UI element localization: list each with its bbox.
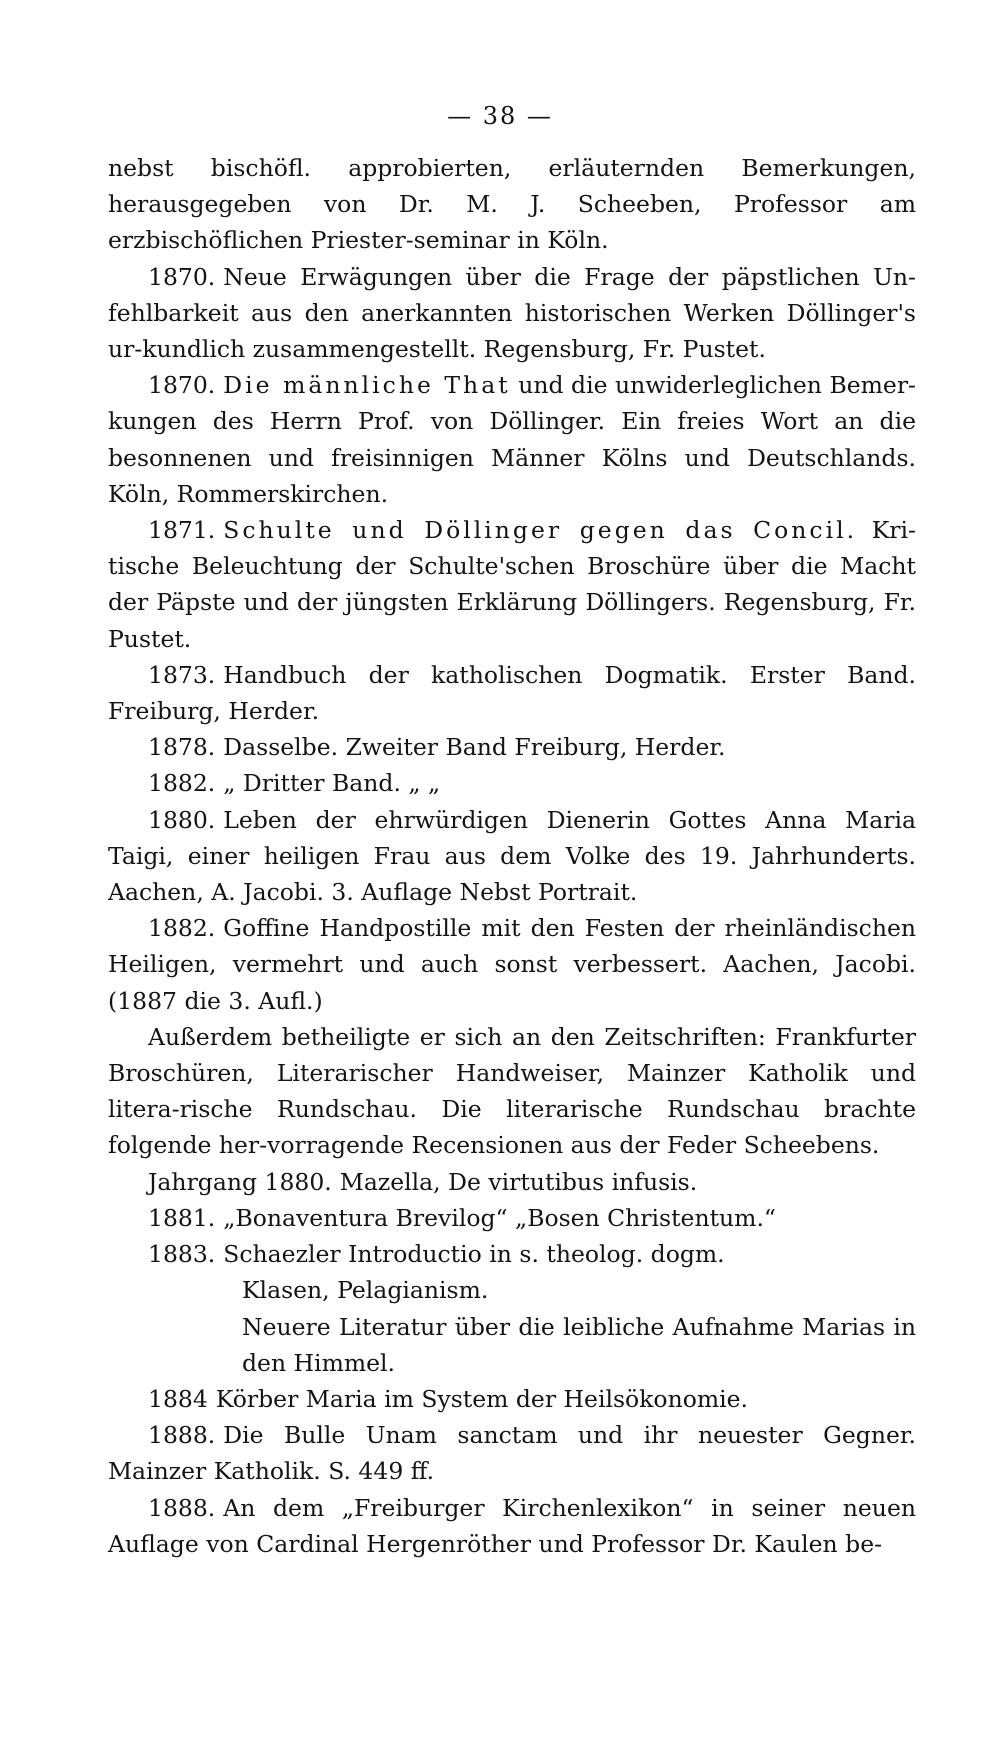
entry-year: 1888. [148, 1493, 216, 1522]
bibliography-entry [108, 729, 916, 765]
entry-year: 1882. [148, 769, 216, 798]
entry-year: Jahrgang 1880. [148, 1167, 332, 1196]
bibliography-entry [108, 802, 916, 911]
paragraph-journals [108, 1019, 916, 1164]
entry-spaced-title: Die männliche That [223, 371, 511, 400]
paragraph-continuation [108, 150, 916, 259]
entry-year: 1883. [148, 1240, 216, 1269]
entry-text: Dasselbe. Zweiter Band Freiburg, Herder. [223, 733, 726, 762]
entry-text: An dem „Freiburger Kirchenlexikon“ in seiner neuen Auflage von Cardinal Hergenröther und Professor Dr. Kaulen be- [108, 1493, 916, 1558]
entry-text: Außerdem betheiligte er sich an den Zeitschriften: Frankfurter Broschüren, Literarischer Handweiser, Mainzer Katholik und litera-rische Rundschau. Die literarische Rundschau brachte folgende her-vorragende Recensionen aus der Feder Scheebens. [108, 1022, 916, 1160]
entry-text: Leben der ehrwürdigen Dienerin Gottes Anna Maria Taigi, einer heiligen Frau aus dem Volke des 19. Jahrhunderts. Aachen, A. Jacobi. 3. Auflage Nebst Portrait. [108, 805, 916, 907]
entry-year: 1870. [148, 371, 216, 400]
entry-text: Klasen, Pelagianism. [242, 1276, 489, 1305]
review-entry [108, 1490, 916, 1562]
page-text [108, 150, 916, 1562]
entry-text: Neuere Literatur über die leibliche Aufnahme Marias in den Himmel. [242, 1312, 916, 1377]
bibliography-entry [108, 765, 916, 801]
entry-text: Körber Maria im System der Heilsökonomie. [215, 1384, 749, 1413]
paragraph-text: nebst bischöfl. approbierten, erläuternden Bemerkungen, herausgegeben von Dr. M. J. Scheeben, Professor am erzbischöflichen Priester-seminar in Köln. [108, 154, 916, 255]
review-entry [108, 1236, 916, 1272]
review-entry [108, 1164, 916, 1200]
review-entry [108, 1381, 916, 1417]
entry-text: „Bonaventura Brevilog“ „Bosen Christentum.“ [223, 1203, 776, 1232]
entry-year: 1878. [148, 733, 216, 762]
entry-text: Schaezler Introductio in s. theolog. dogm. [223, 1240, 725, 1269]
entry-year: 1888. [148, 1421, 216, 1450]
bibliography-entry [108, 512, 916, 657]
review-subentry [108, 1309, 916, 1381]
entry-text: und die unwiderleglichen Bemer-kungen des Herrn Prof. von Döllinger. Ein freies Wort an die besonnenen und freisinnigen Männer Kölns und Deutschlands. Köln, Rommerskirchen. [108, 371, 916, 508]
bibliography-entry [108, 367, 916, 512]
bibliography-entry [108, 910, 916, 1019]
entry-text: Die Bulle Unam sanctam und ihr neuester Gegner. Mainzer Katholik. S. 449 ff. [108, 1421, 916, 1486]
entry-year: 1882. [148, 914, 216, 943]
review-subentry [108, 1272, 916, 1308]
review-entry [108, 1417, 916, 1489]
entry-text: „ Dritter Band. „ „ [223, 769, 441, 798]
entry-year: 1881. [148, 1203, 216, 1232]
entry-year: 1873. [148, 660, 216, 689]
entry-year: 1871. [148, 516, 216, 545]
bibliography-entry [108, 657, 916, 729]
entry-year: 1880. [148, 805, 216, 834]
entry-spaced-title: Schulte und Döllinger gegen das Concil. [223, 516, 858, 545]
entry-text: Goffine Handpostille mit den Festen der rheinländischen Heiligen, vermehrt und auch sonst verbessert. Aachen, Jacobi. (1887 die 3. Aufl.) [108, 914, 916, 1015]
entry-text: Neue Erwägungen über die Frage der päpstlichen Un-fehlbarkeit aus den anerkannten historischen Werken Döllinger's ur-kundlich zusammengestellt. Regensburg, Fr. Pustet. [108, 262, 916, 364]
entry-year: 1870. [148, 262, 216, 291]
entry-text: Kri-tische Beleuchtung der Schulte'schen Broschüre über die Macht der Päpste und der jüngsten Erklärung Döllingers. Regensburg, Fr. Pustet. [108, 516, 916, 653]
entry-year: 1884 [148, 1384, 208, 1413]
entry-text: Handbuch der katholischen Dogmatik. Erster Band. Freiburg, Herder. [108, 660, 916, 726]
review-entry [108, 1200, 916, 1236]
bibliography-entry [108, 259, 916, 368]
entry-text: Mazella, De virtutibus infusis. [339, 1167, 698, 1196]
page-number: — 38 — [447, 102, 553, 130]
